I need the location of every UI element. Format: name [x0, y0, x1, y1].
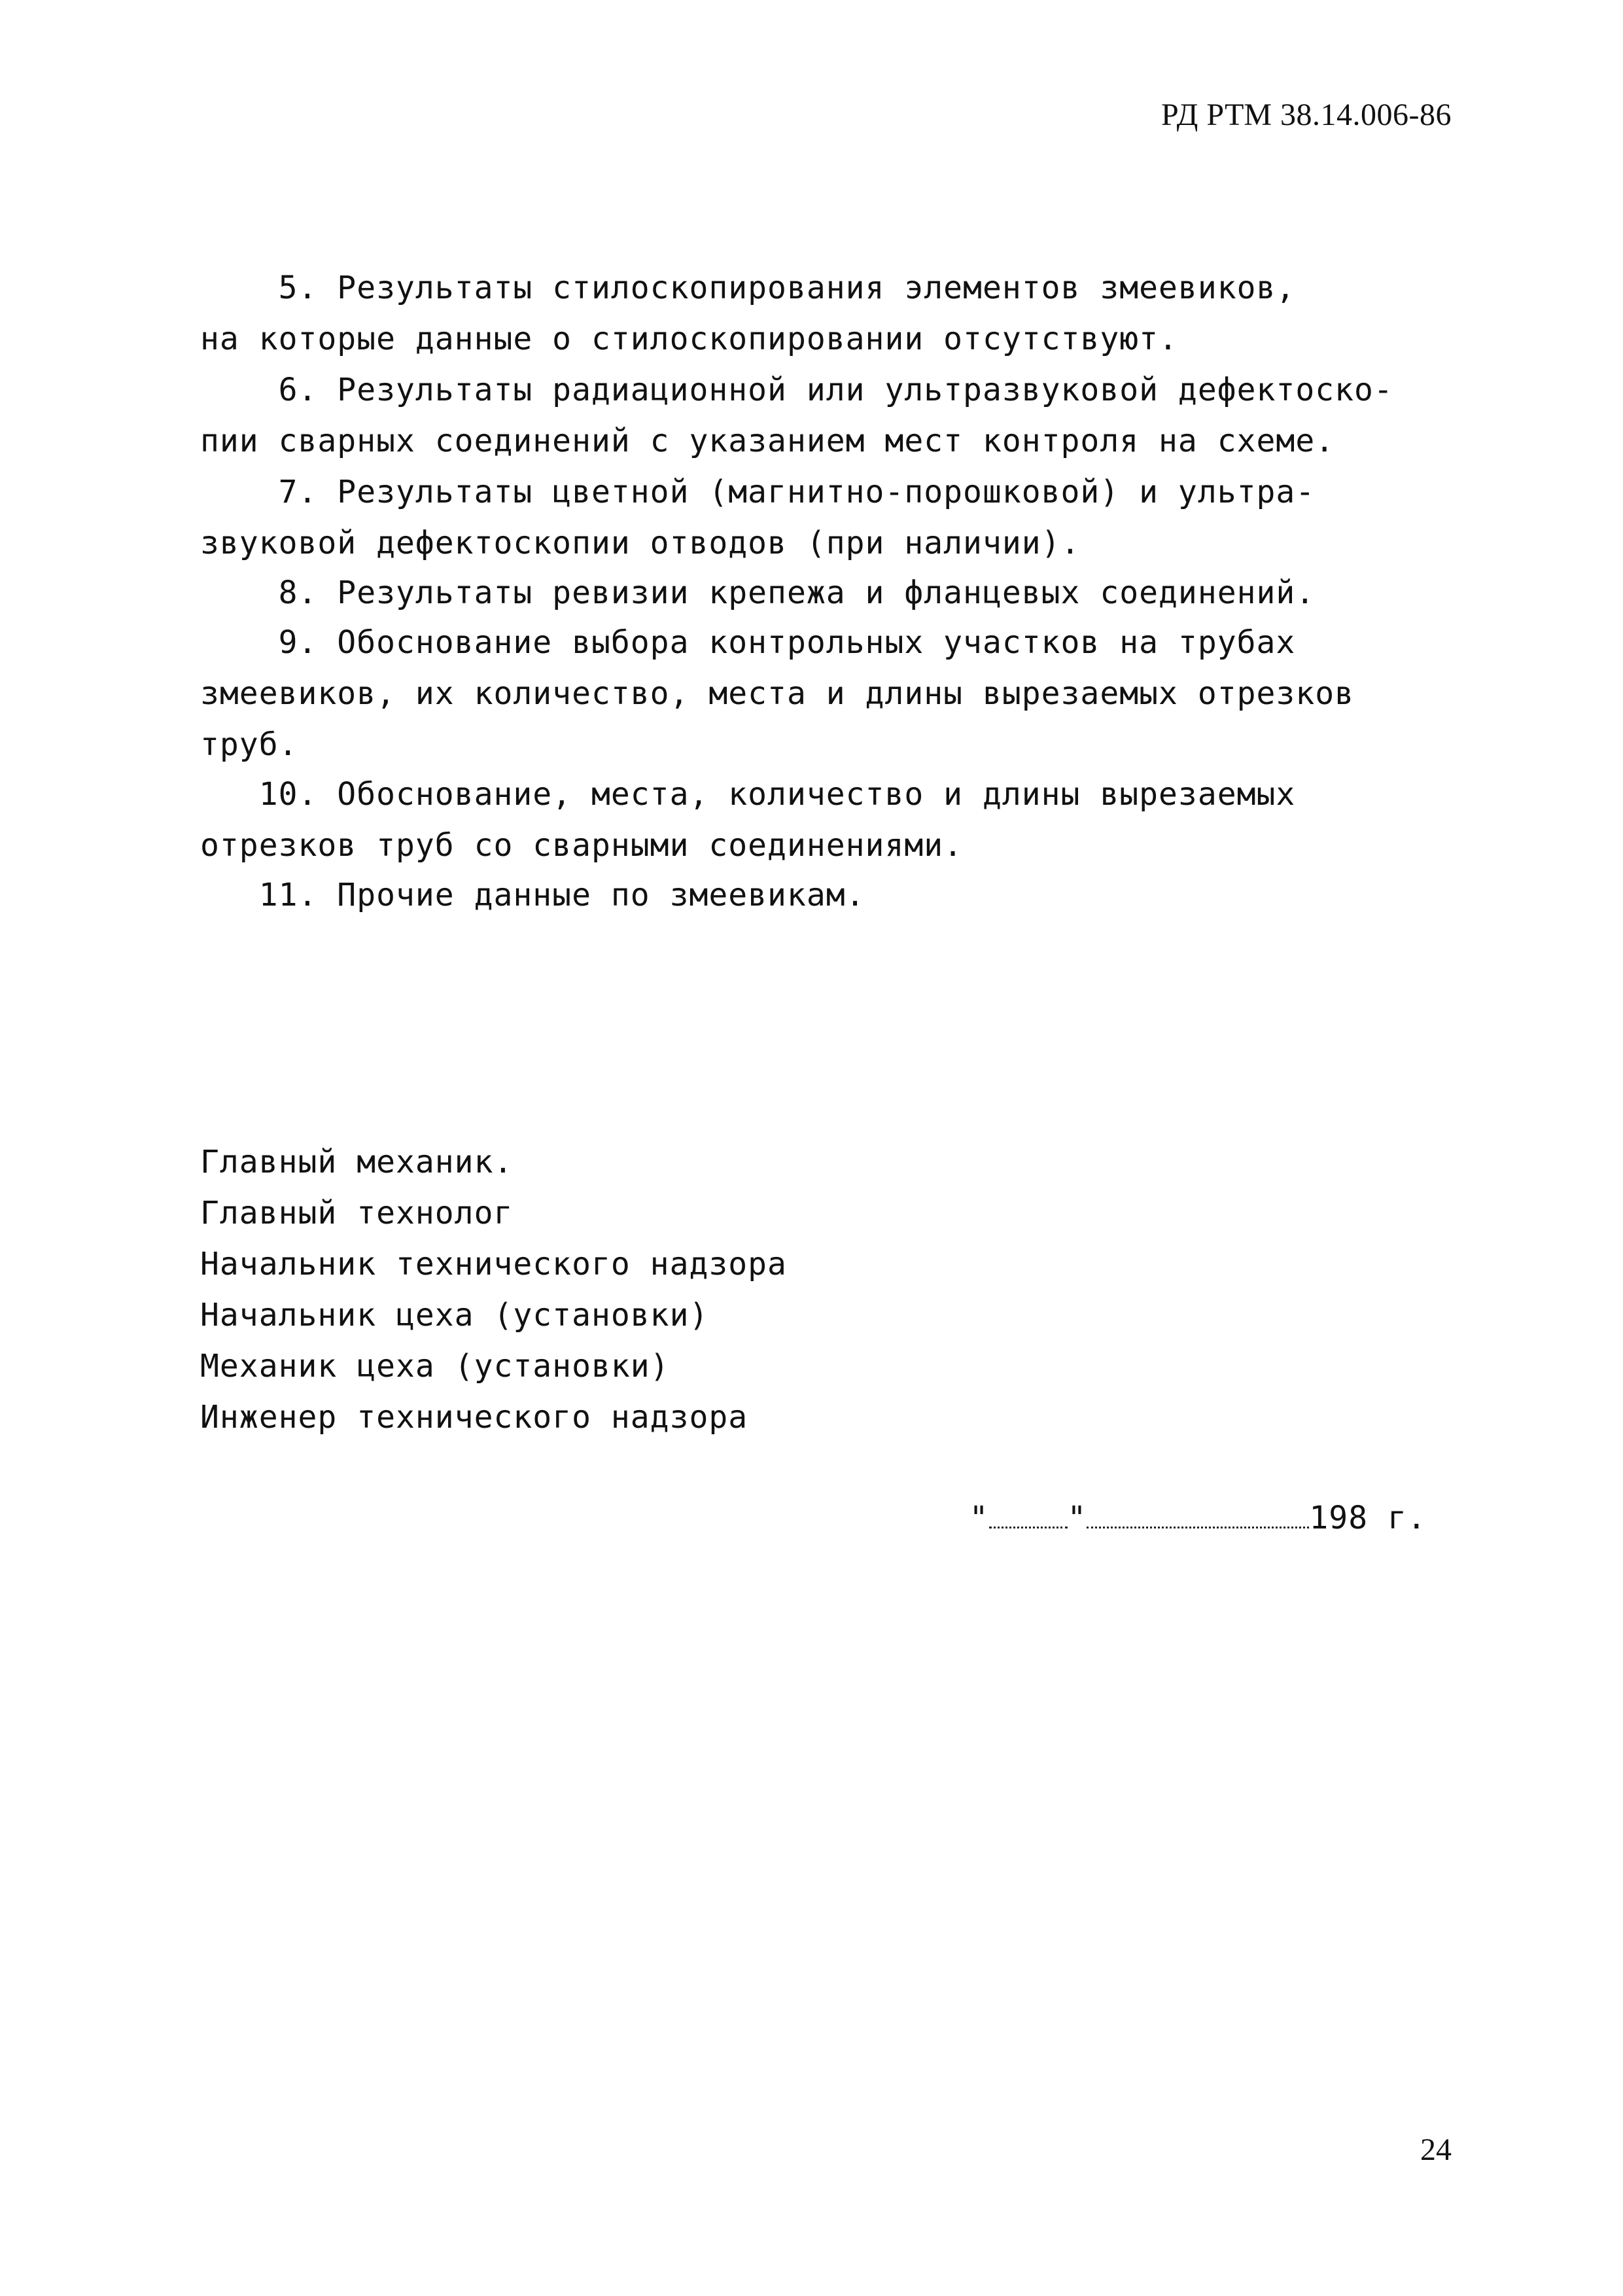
date-close-quote: " — [1067, 1500, 1087, 1536]
item-10-line-2: отрезков труб со сварными соединениями. — [200, 827, 964, 864]
signatory-shop-mechanic: Механик цеха (установки) — [200, 1348, 670, 1385]
document-code: РД РТМ 38.14.006-86 — [1161, 97, 1452, 132]
item-10-line-1: 10. Обоснование, места, количество и длины вырезаемых — [200, 776, 1296, 813]
signatory-chief-technologist: Главный технолог — [200, 1195, 514, 1231]
signatory-chief-mechanic: Главный механик. — [200, 1144, 514, 1180]
day-blank — [989, 1523, 1068, 1528]
date-open-quote: " — [969, 1500, 989, 1536]
item-9-line-1: 9. Обоснование выбора контрольных участков на трубах — [200, 624, 1296, 661]
signatory-shop-head: Начальник цеха (установки) — [200, 1297, 709, 1333]
item-9-line-3: труб. — [200, 726, 298, 763]
month-blank — [1087, 1523, 1309, 1528]
signatory-head-technical-supervision: Начальник технического надзора — [200, 1246, 787, 1282]
item-6-line-2: пии сварных соединений с указанием мест контроля на схеме. — [200, 423, 1335, 459]
item-5-line-2: на которые данные о стилоскопировании отсутствуют. — [200, 321, 1178, 357]
year-suffix: г. — [1387, 1500, 1427, 1536]
date-line — [891, 1463, 1427, 1573]
year-prefix: 198 — [1309, 1500, 1369, 1536]
item-9-line-2: змеевиков, их количество, места и длины вырезаемых отрезков — [200, 675, 1355, 712]
item-6-line-1: 6. Результаты радиационной или ультразвуковой дефектоско- — [200, 372, 1393, 408]
page-number: 24 — [1420, 2132, 1452, 2167]
item-7-line-1: 7. Результаты цветной (магнитно-порошковой) и ультра- — [200, 474, 1316, 510]
item-8-line-1: 8. Результаты ревизии крепежа и фланцевых соединений. — [200, 574, 1316, 611]
item-7-line-2: звуковой дефектоскопии отводов (при наличии). — [200, 525, 1081, 561]
signatory-technical-supervision-engineer: Инженер технического надзора — [200, 1399, 748, 1436]
item-5-line-1: 5. Результаты стилоскопирования элементов змеевиков, — [200, 270, 1296, 306]
item-11-line-1: 11. Прочие данные по змеевикам. — [200, 877, 865, 913]
